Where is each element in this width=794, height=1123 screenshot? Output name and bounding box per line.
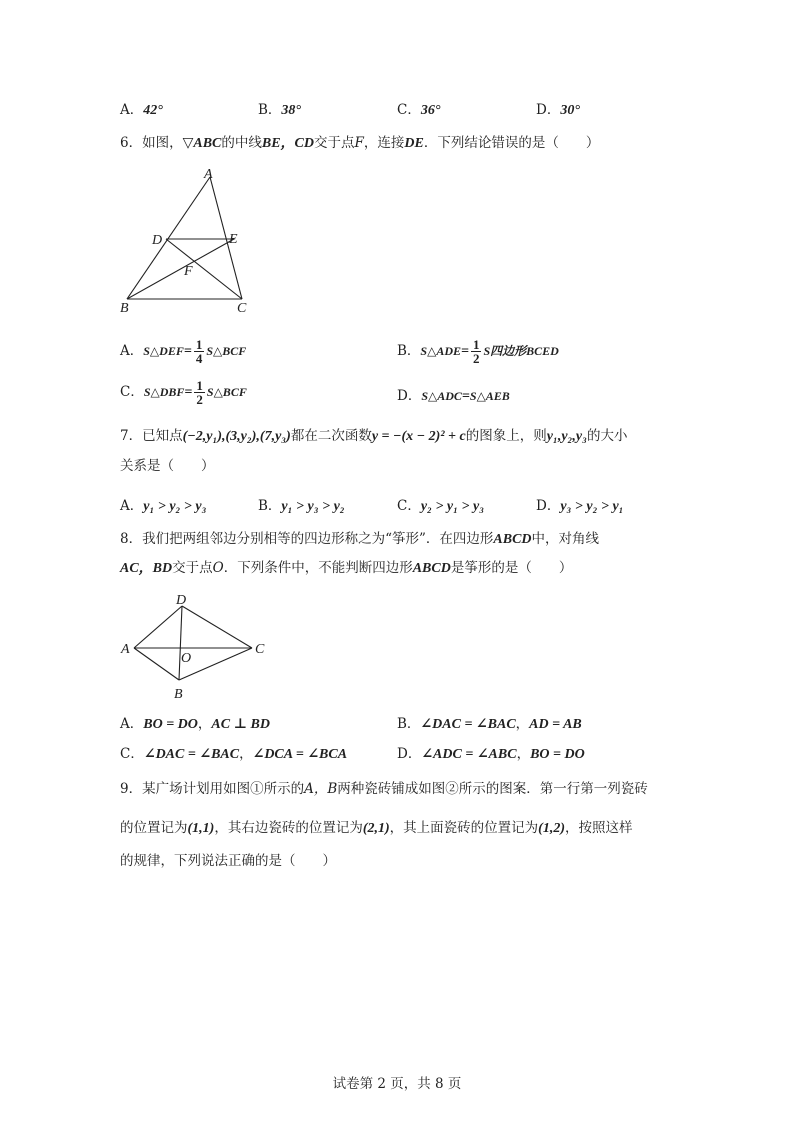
q8-stem-line1: 8．我们把两组邻边分别相等的四边形称之为“筝形”．在四边形ABCD中，对角线 <box>120 531 600 547</box>
fraction: $\frac{1}{2}$ <box>472 337 480 366</box>
q5-d-value: 30° <box>560 103 580 118</box>
label-a: A <box>121 642 130 657</box>
label-e: E <box>229 232 238 247</box>
q8-option-b: B．∠DAC = ∠BAC，AD = AB <box>397 716 582 732</box>
q9-stem-line1: 9．某广场计划用如图①所示的A，B两种瓷砖铺成如图②所示的图案．第一行第一列瓷砖 <box>120 781 648 797</box>
q5-c-value: 36° <box>420 103 441 118</box>
label-c: C <box>255 642 265 657</box>
side-ba <box>134 648 179 680</box>
q6-option-c: C．S△DBF= $\frac{1}{2}$ S△BCF <box>120 378 247 407</box>
q5-b-value: 38° <box>281 103 302 118</box>
q5-option-b: B．38° <box>258 102 302 118</box>
label-b: B <box>174 687 183 702</box>
median-be <box>127 239 234 299</box>
label-o: O <box>181 651 192 666</box>
q6-option-a: A．S△DEF= $\frac{1}{4}$ S△BCF <box>120 337 247 366</box>
q8-figure-kite <box>112 588 272 706</box>
label-a: A <box>204 167 213 182</box>
q5-a-value: 42° <box>143 103 163 118</box>
q7-option-b: B．y₁ > y₃ > y₂ <box>258 498 345 514</box>
label-b: B <box>120 301 129 315</box>
median-cd <box>166 239 242 299</box>
page-footer: 试卷第 2 页，共 8 页 <box>332 1076 462 1092</box>
label-c: C <box>237 301 247 315</box>
q8-option-d: D．∠ADC = ∠ABC，BO = DO <box>397 746 585 762</box>
q7-option-a: A．y₁ > y₂ > y₃ <box>120 498 207 514</box>
label-d: D <box>176 593 187 608</box>
q6-option-d: D．S△ADC=S△AEB <box>397 388 510 404</box>
q5-option-a: A．42° <box>120 102 163 118</box>
label-d: D <box>152 233 163 248</box>
label-f: F <box>184 264 193 279</box>
q5-option-c: C．36° <box>397 102 441 118</box>
side-ad <box>134 606 182 648</box>
q7-stem-line1: 7．已知点(−2,y₁),(3,y₂),(7,y₃)都在二次函数y = −(x − 2)² + c的图象上，则y₁,y₂,y₃的大小 <box>120 428 628 444</box>
q5-option-d: D．30° <box>536 102 580 118</box>
q6-stem: 6．如图，▽ABC的中线BE，CD交于点F，连接DE．下列结论错误的是（ ） <box>120 135 600 151</box>
diagonal-bd <box>179 606 182 680</box>
side-ab <box>127 177 210 299</box>
q7-stem-line2: 关系是（ ） <box>120 458 215 474</box>
fraction: $\frac{1}{4}$ <box>195 337 203 366</box>
q8-option-a: A．BO = DO，AC ⊥ BD <box>120 716 270 732</box>
q7-option-c: C．y₂ > y₁ > y₃ <box>397 498 485 514</box>
q7-option-d: D．y₃ > y₂ > y₁ <box>536 498 624 514</box>
q8-stem-line2: AC，BD交于点O．下列条件中，不能判断四边形ABCD是筝形的是（ ） <box>120 560 573 576</box>
fraction: $\frac{1}{2}$ <box>196 378 203 407</box>
q8-option-c: C．∠DAC = ∠BAC，∠DCA = ∠BCA <box>120 746 348 762</box>
q6-option-b: B．S△ADE= $\frac{1}{2}$ S四边形BCED <box>397 337 559 366</box>
q6-figure-triangle <box>112 165 262 315</box>
side-dc <box>182 606 252 648</box>
q9-stem-line3: 的规律，下列说法正确的是（ ） <box>120 853 336 869</box>
q9-stem-line2: 的位置记为(1,1)，其右边瓷砖的位置记为(2,1)，其上面瓷砖的位置记为(1,2)，按照这样 <box>120 820 633 836</box>
